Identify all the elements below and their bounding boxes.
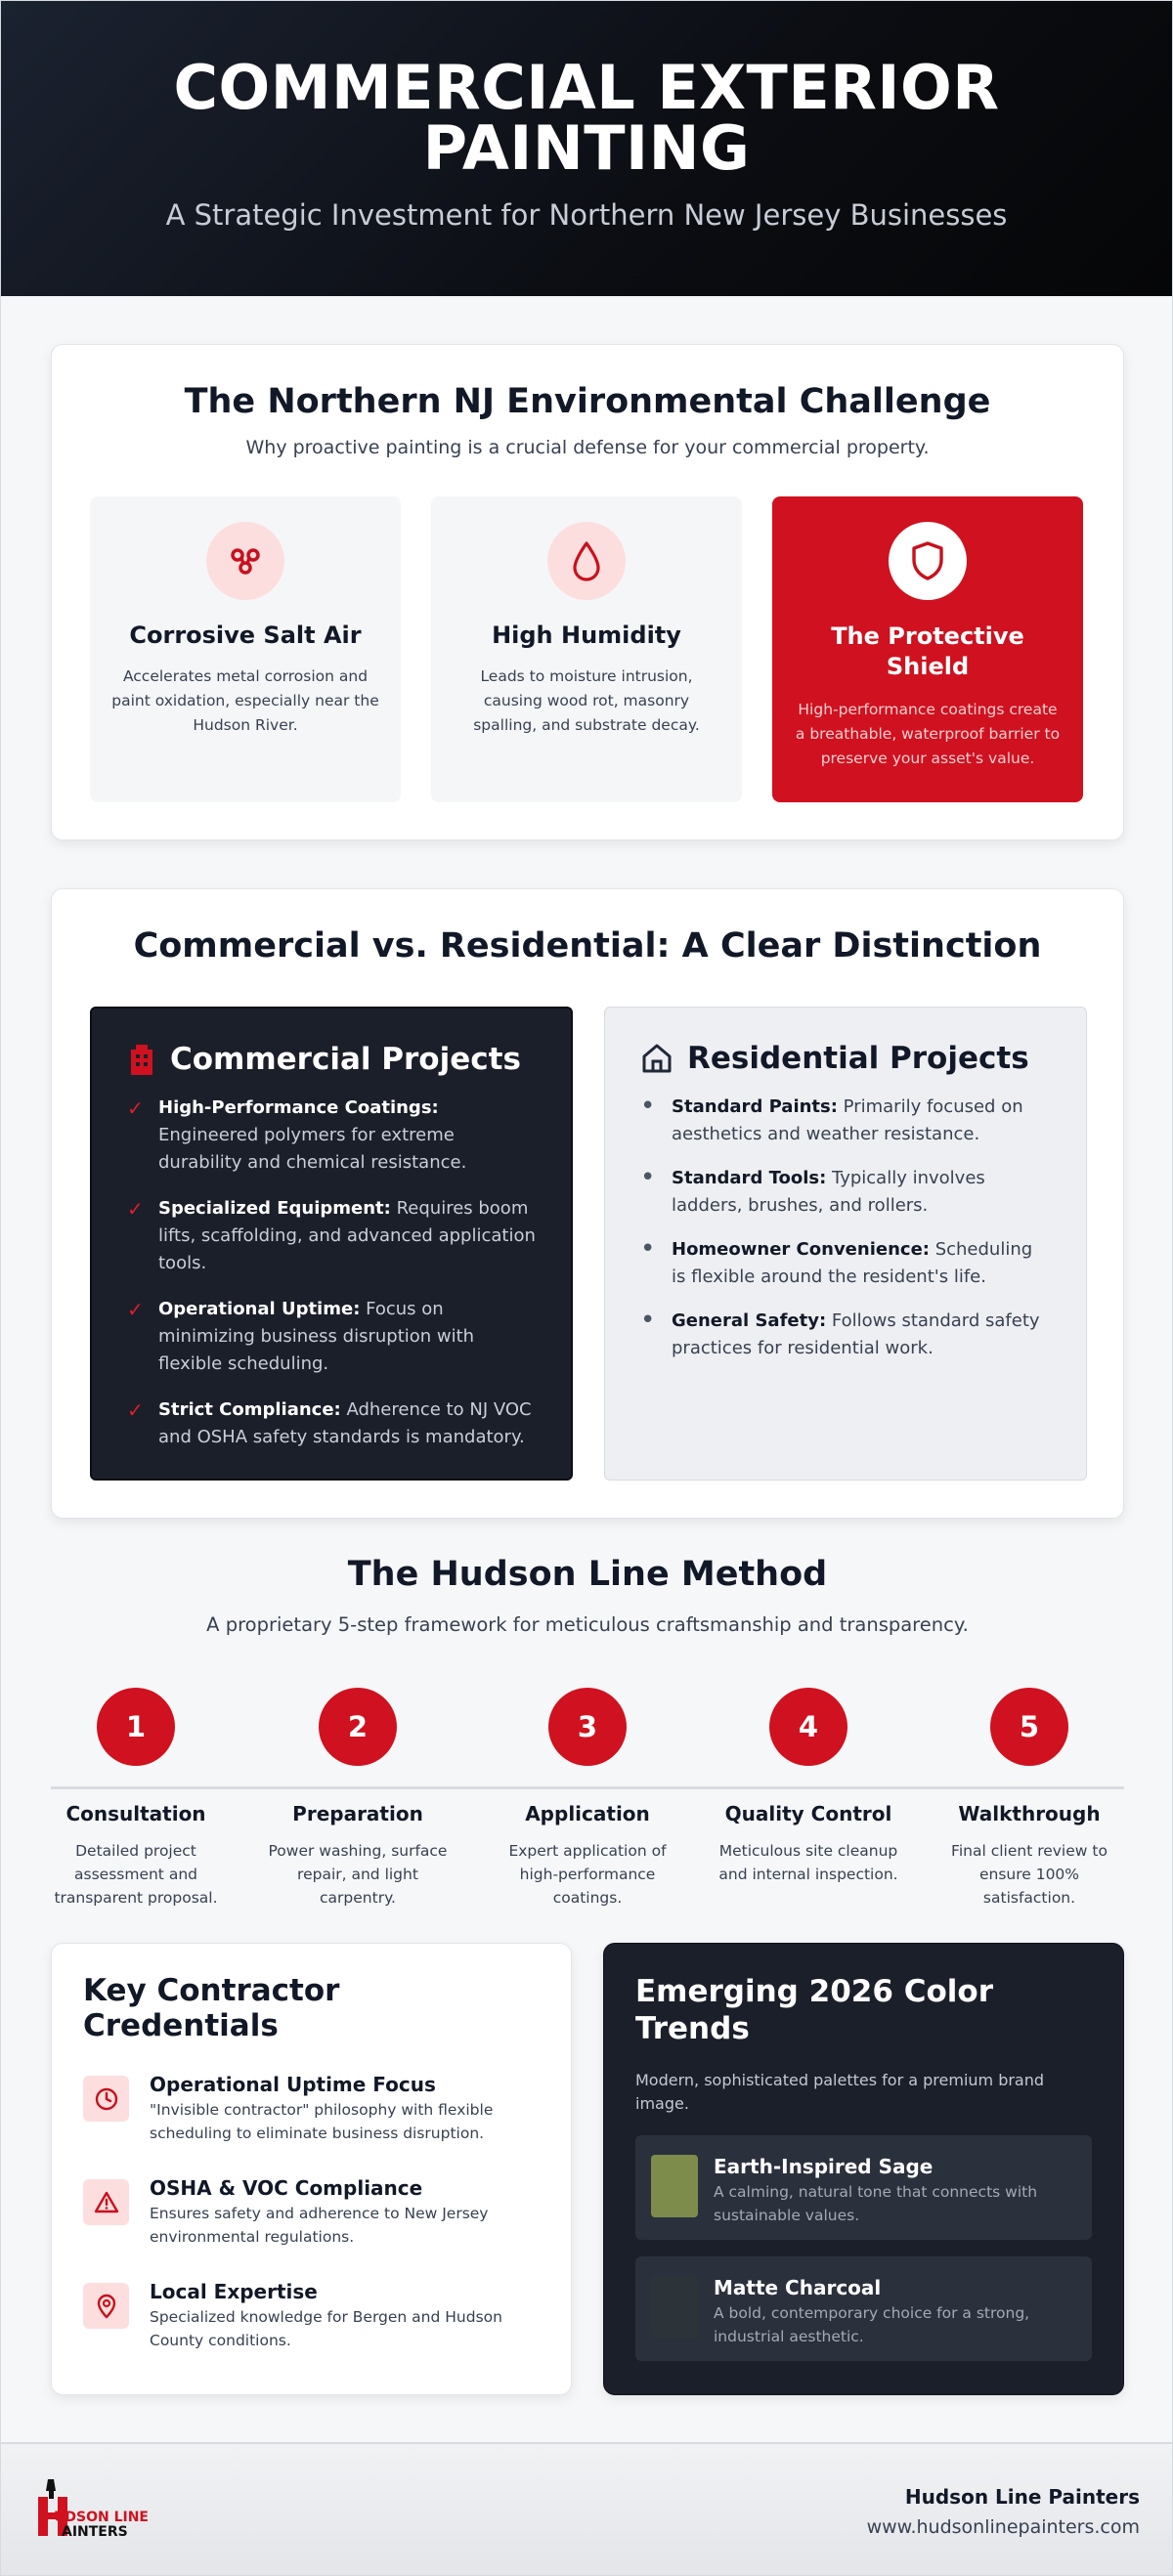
swatch-name: Matte Charcoal bbox=[714, 2276, 882, 2299]
step-number: 1 bbox=[97, 1688, 175, 1766]
section-title: The Hudson Line Method bbox=[347, 1555, 828, 1594]
warning-icon bbox=[83, 2179, 129, 2225]
step-text: Expert application of high-performance coatings. bbox=[508, 1842, 667, 1907]
step-text: Detailed project assessment and transparent proposal. bbox=[54, 1842, 218, 1907]
color-swatch-row bbox=[635, 2135, 1092, 2240]
company-logo bbox=[34, 2475, 152, 2548]
building-icon bbox=[127, 1042, 156, 1077]
panel-heading: Commercial Projects bbox=[170, 1042, 521, 1077]
list-item: • Standard Paints: Primarily focused on aesthetics and weather resistance. bbox=[640, 1094, 1051, 1148]
environmental-challenge-section bbox=[51, 344, 1124, 840]
panel-heading: Residential Projects bbox=[687, 1041, 1029, 1076]
method-step bbox=[711, 1688, 906, 1886]
color-swatch bbox=[651, 2155, 698, 2217]
credential-title: Operational Uptime Focus bbox=[150, 2073, 436, 2096]
method-step bbox=[38, 1688, 234, 1910]
credential-title: OSHA & VOC Compliance bbox=[150, 2176, 423, 2200]
card-title: Key Contractor Credentials bbox=[83, 1973, 340, 2043]
house-icon bbox=[640, 1042, 673, 1075]
step-number: 2 bbox=[319, 1688, 397, 1766]
list-item: ✓ Strict Compliance: Adherence to NJ VOC and OSHA safety standards is mandatory. bbox=[127, 1396, 536, 1451]
tile-title: Corrosive Salt Air bbox=[129, 622, 362, 649]
bullet-icon: • bbox=[640, 1234, 656, 1264]
card-lead: Modern, sophisticated palettes for a premium brand image. bbox=[635, 2071, 1045, 2113]
svg-text:AINTERS: AINTERS bbox=[62, 2524, 128, 2540]
svg-text:UDSON LINE: UDSON LINE bbox=[54, 2510, 149, 2525]
credential-item bbox=[83, 2280, 540, 2352]
swatch-name: Earth-Inspired Sage bbox=[714, 2155, 934, 2178]
challenge-tile-protective-shield bbox=[772, 496, 1083, 802]
color-swatch-row bbox=[635, 2256, 1092, 2361]
list-item: • Homeowner Convenience: Scheduling is flexible around the resident's life. bbox=[640, 1236, 1051, 1291]
list-item: ✓ Operational Uptime: Focus on minimizing business disruption with flexible scheduling. bbox=[127, 1296, 536, 1378]
step-text: Final client review to ensure 100% satisfaction. bbox=[951, 1842, 1108, 1907]
method-step bbox=[260, 1688, 456, 1910]
credential-title: Local Expertise bbox=[150, 2280, 318, 2303]
method-timeline bbox=[51, 1688, 1124, 1912]
step-title: Consultation bbox=[65, 1802, 206, 1825]
location-pin-icon bbox=[83, 2283, 129, 2329]
section-title: Commercial vs. Residential: A Clear Distinction bbox=[133, 926, 1042, 966]
hero-banner bbox=[1, 1, 1172, 296]
credential-item bbox=[83, 2073, 540, 2145]
tile-text: Accelerates metal corrosion and paint oxidation, especially near the Hudson River. bbox=[111, 667, 379, 734]
residential-projects-panel bbox=[604, 1007, 1087, 1481]
section-lead: Why proactive painting is a crucial defense for your commercial property. bbox=[245, 437, 930, 458]
card-title: Emerging 2026 Color Trends bbox=[635, 1974, 993, 2046]
color-trends-card bbox=[603, 1943, 1124, 2395]
tile-text: High-performance coatings create a breathable, waterproof barrier to preserve your asset's value. bbox=[795, 701, 1061, 767]
list-item: ✓ Specialized Equipment: Requires boom lifts, scaffolding, and advanced application tools. bbox=[127, 1195, 536, 1277]
page-title: COMMERCIAL EXTERIOR PAINTING bbox=[173, 52, 1000, 184]
check-icon: ✓ bbox=[127, 1197, 144, 1221]
challenge-tile-salt-air bbox=[90, 496, 401, 802]
step-number: 4 bbox=[769, 1688, 847, 1766]
color-swatch bbox=[651, 2276, 698, 2339]
section-lead: A proprietary 5-step framework for meticulous craftsmanship and transparency. bbox=[206, 1613, 969, 1636]
clock-icon bbox=[83, 2076, 129, 2122]
swatch-text: A bold, contemporary choice for a strong, industrial aesthetic. bbox=[714, 2304, 1030, 2345]
credential-text: Specialized knowledge for Bergen and Hudson County conditions. bbox=[150, 2308, 502, 2349]
salt-molecule-icon bbox=[206, 522, 284, 600]
tile-title: High Humidity bbox=[492, 622, 681, 649]
swatch-text: A calming, natural tone that connects with sustainable values. bbox=[714, 2183, 1038, 2224]
bullet-icon: • bbox=[640, 1306, 656, 1335]
credential-text: Ensures safety and adherence to New Jersey environmental regulations. bbox=[150, 2205, 489, 2246]
step-number: 3 bbox=[548, 1688, 627, 1766]
step-number: 5 bbox=[990, 1688, 1068, 1766]
company-name: Hudson Line Painters bbox=[904, 2485, 1140, 2509]
step-title: Application bbox=[525, 1802, 650, 1825]
step-title: Walkthrough bbox=[958, 1802, 1101, 1825]
company-url[interactable]: www.hudsonlinepainters.com bbox=[866, 2516, 1140, 2538]
step-title: Preparation bbox=[292, 1802, 423, 1825]
list-item: • General Safety: Follows standard safety practices for residential work. bbox=[640, 1308, 1051, 1362]
step-text: Meticulous site cleanup and internal inspection. bbox=[718, 1842, 898, 1883]
challenge-tile-humidity bbox=[431, 496, 742, 802]
check-icon: ✓ bbox=[127, 1398, 144, 1422]
shield-icon bbox=[889, 522, 967, 600]
list-item: • Standard Tools: Typically involves ladders, brushes, and rollers. bbox=[640, 1165, 1051, 1220]
step-title: Quality Control bbox=[724, 1802, 892, 1825]
commercial-projects-panel bbox=[90, 1007, 573, 1481]
tile-text: Leads to moisture intrusion, causing wood rot, masonry spalling, and substrate decay. bbox=[473, 667, 700, 734]
tile-title: The Protective Shield bbox=[831, 623, 1024, 680]
credential-item bbox=[83, 2176, 540, 2249]
bullet-icon: • bbox=[640, 1092, 656, 1121]
method-section bbox=[51, 1555, 1124, 1907]
section-title: The Northern NJ Environmental Challenge bbox=[184, 382, 991, 421]
credentials-card bbox=[51, 1943, 572, 2395]
check-icon: ✓ bbox=[127, 1298, 144, 1321]
method-step bbox=[490, 1688, 685, 1910]
step-text: Power washing, surface repair, and light carpentry. bbox=[268, 1842, 448, 1907]
page-subtitle: A Strategic Investment for Northern New Jersey Businesses bbox=[165, 198, 1008, 232]
credential-text: "Invisible contractor" philosophy with flexible scheduling to eliminate business disruption. bbox=[150, 2101, 494, 2142]
check-icon: ✓ bbox=[127, 1096, 144, 1120]
comparison-section bbox=[51, 888, 1124, 1519]
footer bbox=[1, 2442, 1172, 2576]
bullet-icon: • bbox=[640, 1163, 656, 1192]
method-step bbox=[932, 1688, 1127, 1910]
water-drop-icon bbox=[547, 522, 626, 600]
list-item: ✓ High-Performance Coatings: Engineered polymers for extreme durability and chemical resistance. bbox=[127, 1095, 536, 1177]
